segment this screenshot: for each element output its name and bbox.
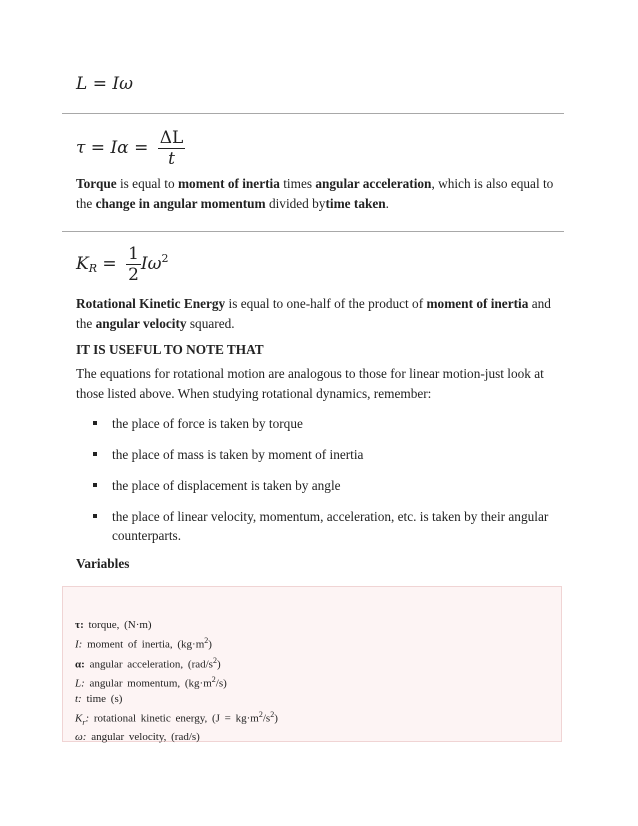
- fraction-numerator: ΔL: [159, 128, 184, 148]
- variables-heading: Variables: [76, 556, 130, 571]
- variable-item: [75, 618, 278, 633]
- term: moment of inertia: [177, 176, 280, 191]
- variable-item: [75, 672, 278, 692]
- variable-description: angular velocity, (rad/s): [86, 730, 200, 743]
- eq-operator: =: [87, 74, 113, 94]
- eq-symbol: Iω: [140, 254, 162, 274]
- fraction-denominator: [158, 149, 186, 169]
- variable-description: /s): [215, 677, 227, 690]
- term: moment of inertia: [426, 296, 529, 311]
- list-item-text: the place of force is taken by torque: [112, 416, 303, 431]
- fraction: [126, 244, 141, 285]
- variable-symbol: α:: [75, 658, 85, 671]
- eq-symbol: Iα: [110, 138, 129, 158]
- section-heading: IT IS USEFUL TO NOTE THAT: [76, 342, 264, 357]
- text: times: [279, 176, 316, 191]
- bullet-icon: [93, 483, 97, 487]
- bullet-icon: [93, 421, 97, 425]
- variable-item: [75, 633, 278, 653]
- bullet-list: [92, 414, 552, 557]
- eq-symbol: t: [168, 149, 175, 169]
- variable-superscript: 2: [212, 655, 217, 665]
- eq-symbol: τ: [76, 138, 86, 158]
- variable-description: moment of inertia, (kg·m: [82, 638, 205, 651]
- variable-description: rotational kinetic energy, (J = kg·m: [89, 712, 259, 725]
- variable-superscript: 2: [258, 709, 263, 719]
- text: .: [385, 196, 389, 211]
- eq-superscript: 2: [161, 252, 169, 265]
- term: change in angular momentum: [95, 196, 266, 211]
- text: and the: [76, 296, 551, 331]
- fraction-numerator: 1: [128, 244, 139, 264]
- horizontal-rule: [62, 231, 564, 232]
- variable-superscript: 2: [204, 636, 209, 645]
- eq-symbol: L: [76, 74, 88, 94]
- variable-item: [75, 730, 278, 745]
- note-paragraph: The equations for rotational motion are analogous to those for linear motion-just look at those listed above. When studying rotational dynamics, remember:: [76, 366, 544, 401]
- variable-symbol: L:: [75, 677, 85, 690]
- list-item: [92, 476, 552, 495]
- variable-description: ): [216, 658, 221, 671]
- variable-symbol: :: [85, 712, 90, 725]
- variable-description: angular momentum, (kg·m: [84, 677, 212, 690]
- list-item: [92, 414, 552, 433]
- eq-symbol: K: [76, 254, 89, 274]
- bullet-icon: [93, 514, 97, 518]
- bullet-icon: [93, 452, 97, 456]
- eq-subscript: R: [88, 262, 97, 275]
- variable-symbol: K: [75, 712, 83, 725]
- term: angular acceleration: [315, 176, 432, 191]
- list-item-text: the place of linear velocity, momentum, acceleration, etc. is taken by their angular counterparts.: [112, 509, 549, 543]
- variable-symbol: I:: [75, 638, 83, 651]
- variable-description: ): [274, 712, 278, 725]
- term: Rotational Kinetic Energy: [76, 296, 226, 311]
- kinetic-energy-equation: [76, 244, 168, 285]
- variable-symbol: τ:: [75, 619, 84, 631]
- list-item-text: the place of displacement is taken by angle: [112, 478, 341, 493]
- variable-item: [75, 692, 278, 707]
- variable-description: ): [208, 638, 212, 651]
- variable-symbol: t:: [75, 692, 82, 705]
- variable-item: [75, 653, 278, 673]
- horizontal-rule: [62, 113, 564, 114]
- fraction-denominator: 2: [128, 265, 139, 285]
- variable-description: angular acceleration, (rad/s: [84, 658, 213, 671]
- angular-momentum-equation: [76, 74, 133, 94]
- variable-description: time (s): [81, 692, 123, 705]
- list-item: [92, 445, 552, 464]
- eq-operator: =: [85, 138, 111, 158]
- variable-description: torque, (N·m): [83, 619, 152, 631]
- list-item: [92, 507, 552, 545]
- eq-operator: =: [97, 254, 123, 274]
- kinetic-energy-paragraph: [76, 294, 556, 334]
- variable-subscript: r: [82, 717, 86, 727]
- variable-description: /s: [262, 712, 271, 725]
- fraction: [158, 128, 186, 169]
- term: time taken: [325, 196, 386, 211]
- variables-box: [62, 586, 562, 742]
- text: squared.: [186, 316, 235, 331]
- variable-symbol: ω:: [75, 730, 87, 743]
- variable-superscript: 2: [211, 675, 216, 685]
- eq-operator: =: [128, 138, 154, 158]
- text: , which is also equal to the: [76, 176, 554, 211]
- text: is equal to one-half of the product of: [225, 296, 427, 311]
- term: angular velocity: [95, 316, 187, 331]
- term: Torque: [76, 176, 117, 191]
- text: is equal to: [116, 176, 178, 191]
- torque-paragraph: [76, 174, 556, 214]
- variables-list: [75, 618, 278, 745]
- variable-item: [75, 707, 278, 730]
- eq-symbol: Iω: [112, 74, 133, 94]
- text: divided by: [265, 196, 326, 211]
- torque-equation: [76, 128, 185, 169]
- variable-superscript: 2: [270, 709, 275, 719]
- list-item-text: the place of mass is taken by moment of inertia: [112, 447, 364, 462]
